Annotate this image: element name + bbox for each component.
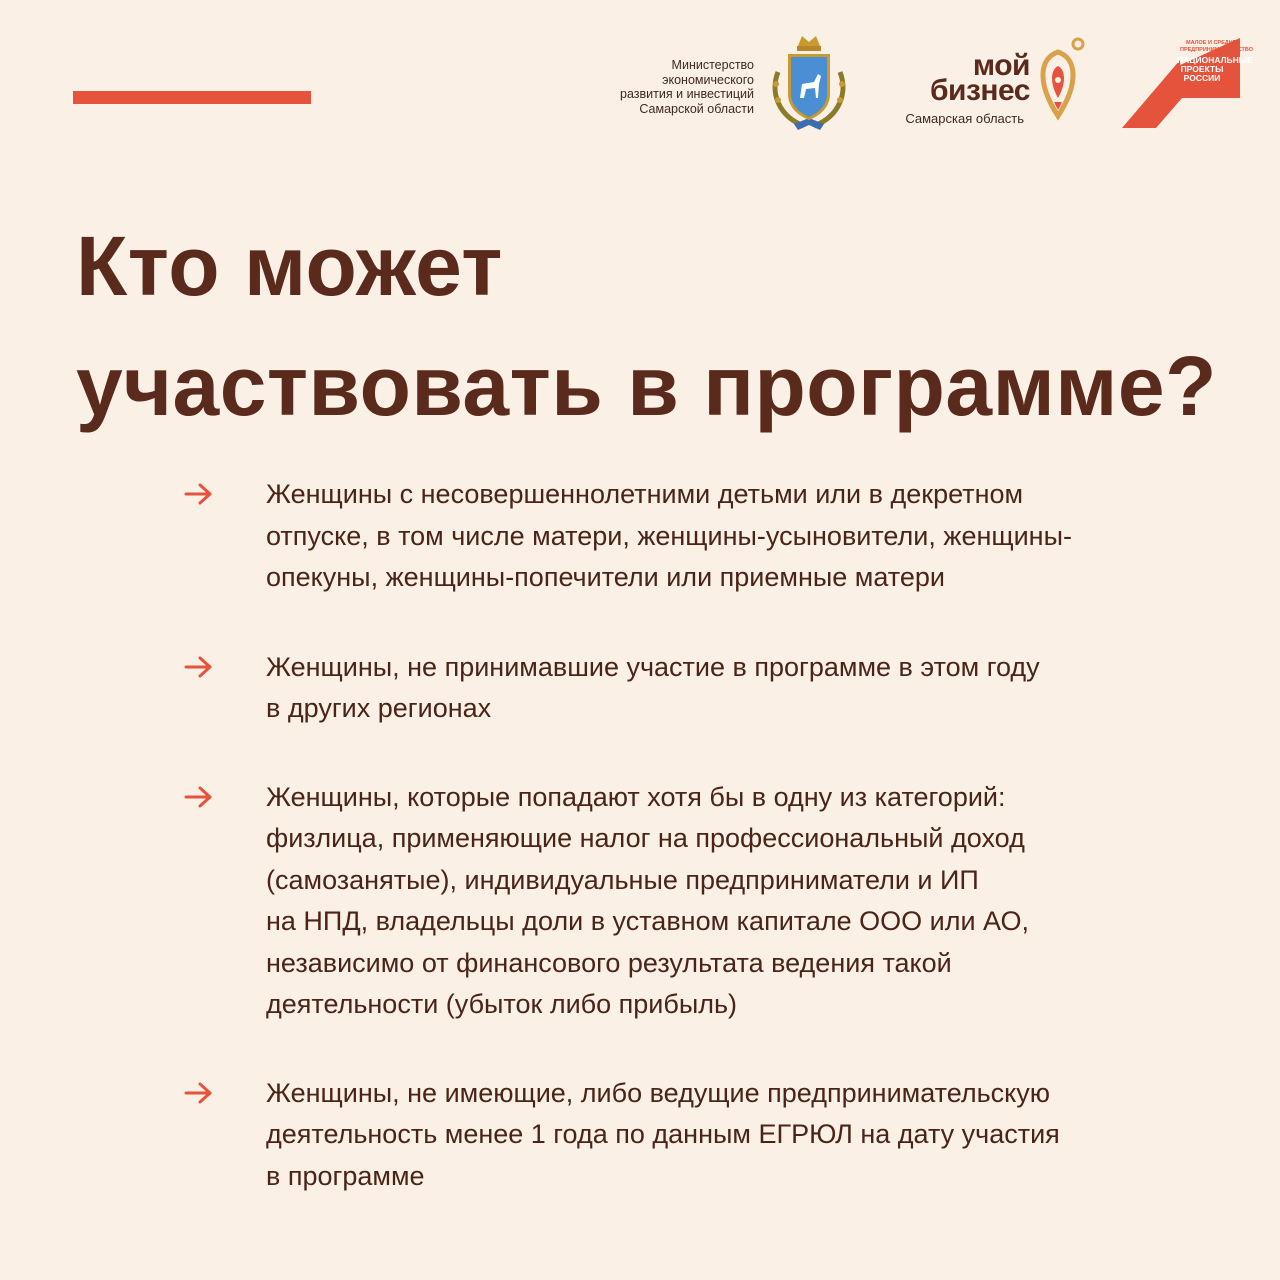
list-item bbox=[184, 777, 1204, 1026]
list-item bbox=[184, 1073, 1204, 1198]
list-item-line: независимо от финансового результата ведения такой bbox=[266, 947, 952, 978]
ministry-line: Самарской области bbox=[639, 101, 754, 116]
list-item-line: Женщины с несовершеннолетними детьми или в декретном bbox=[266, 479, 1024, 509]
accent-bar bbox=[73, 91, 311, 104]
list-item-line: (самозанятые), индивидуальные предприниматели и ИП bbox=[266, 864, 979, 895]
title-line: Кто может bbox=[76, 219, 503, 313]
samara-coat-of-arms-icon bbox=[764, 32, 854, 132]
list-item-line: отпуске, в том числе матери, женщины-усыновители, женщины- bbox=[266, 520, 1072, 551]
np-small-line: МАЛОЕ И СРЕДНЕЕ bbox=[1186, 40, 1240, 46]
eligibility-list bbox=[184, 474, 1204, 1197]
ministry-line: экономического bbox=[662, 72, 754, 87]
arrow-right-icon bbox=[184, 785, 214, 809]
list-item bbox=[184, 647, 1204, 730]
list-item-text bbox=[266, 647, 1204, 730]
np-small-line: ПРЕДПРИНИМАТЕЛЬСТВО bbox=[1180, 46, 1253, 53]
arrow-right-icon bbox=[184, 1081, 214, 1105]
my-business-logo bbox=[890, 48, 1090, 128]
mybiz-word-1: мой bbox=[972, 49, 1030, 82]
title-line: участвовать в программе? bbox=[76, 339, 1217, 433]
np-title-line: РОССИИ bbox=[1183, 73, 1221, 83]
np-title-line: ПРОЕКТЫ bbox=[1180, 64, 1224, 74]
mybiz-region: Самарская область bbox=[905, 111, 1024, 126]
list-item-line: в других регионах bbox=[266, 693, 492, 723]
list-item-text bbox=[266, 777, 1204, 1026]
list-item-line: опекуны, женщины-попечители или приемные матери bbox=[266, 562, 945, 592]
np-title bbox=[1177, 55, 1253, 83]
arrow-right-icon bbox=[184, 482, 214, 506]
mybiz-word-2: бизнес bbox=[930, 74, 1030, 107]
list-item-line: Женщины, которые попадают хотя бы в одну из категорий: bbox=[266, 781, 1006, 812]
list-item bbox=[184, 474, 1204, 599]
np-title-line: НАЦИОНАЛЬНЫЕ bbox=[1177, 55, 1253, 65]
list-item-line: Женщины, не имеющие, либо ведущие предпринимательскую bbox=[266, 1077, 1051, 1108]
list-item-line: на НПД, владельцы доли в уставном капитале ООО или АО, bbox=[266, 906, 1029, 936]
arrow-right-icon bbox=[184, 655, 214, 679]
np-small-caption bbox=[1180, 40, 1253, 53]
list-item-text bbox=[266, 1073, 1204, 1198]
ministry-line: Министерство bbox=[671, 58, 754, 72]
ministry-line: развития и инвестиций bbox=[620, 87, 754, 101]
list-item-line: физлица, применяющие налог на профессиональный доход bbox=[266, 823, 1025, 853]
list-item-text bbox=[266, 474, 1204, 599]
location-pin-rocket-icon bbox=[1032, 36, 1090, 128]
page-title bbox=[76, 206, 1217, 446]
list-item-line: деятельность менее 1 года по данным ЕГРЮЛ на дату участия bbox=[266, 1119, 1060, 1149]
list-item-line: Женщины, не принимавшие участие в программе в этом году bbox=[266, 651, 1040, 682]
list-item-line: деятельности (убыток либо прибыль) bbox=[266, 989, 738, 1019]
ministry-name bbox=[612, 58, 754, 116]
list-item-line: в программе bbox=[266, 1160, 425, 1191]
